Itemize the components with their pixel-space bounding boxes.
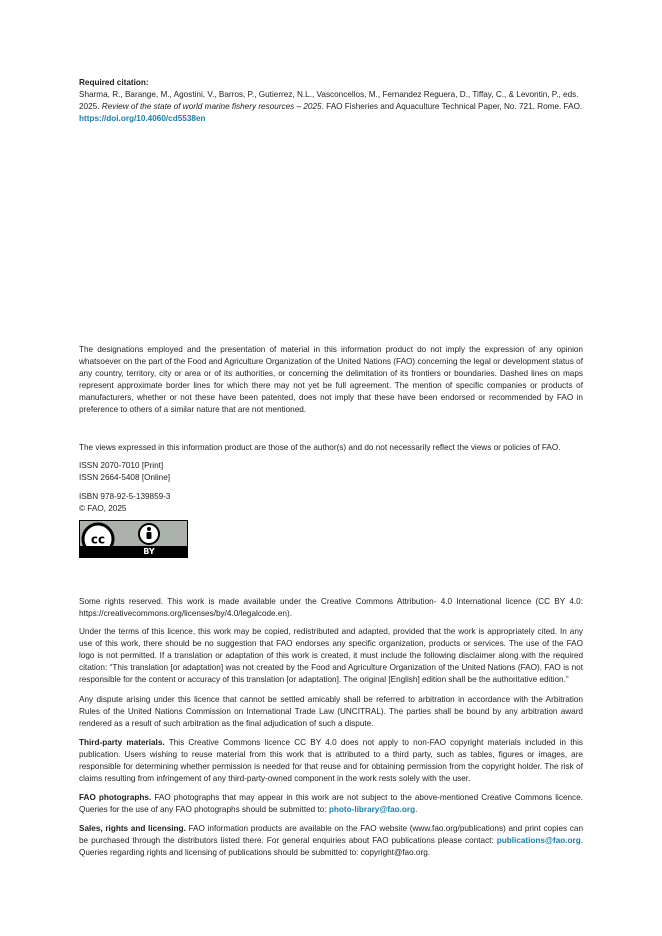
- issn-online: ISSN 2664-5408 [Online]: [79, 473, 171, 482]
- citation-heading: Required citation:: [79, 78, 149, 87]
- cc-by-license-badge: [79, 520, 188, 558]
- dispute-text: Any dispute arising under this licence that cannot be settled amicably shall be referred to arbitration in accordance with the Arbitration Rules of the United Nations Commission on International Trade Law (UNCITRAL). The parties shall be bound by any arbitration award rendered as a result of such arbitration as the final adjudication of such a dispute.: [79, 695, 583, 728]
- third-party-heading: Third-party materials.: [79, 738, 165, 747]
- sales-body: FAO information products are available on the FAO website (www.fao.org/publications) and print copies can be purchased through the distributors listed there. For general enquiries about FAO publications please contact:: [79, 824, 583, 845]
- copyright: © FAO, 2025: [79, 504, 127, 513]
- views-block: [79, 442, 583, 454]
- dispute-block: [79, 694, 583, 730]
- rights-text: Some rights reserved. This work is made available under the Creative Commons Attribution- 4.0 International licence (CC BY 4.0: https://creativecommons.org/licenses/by/4.0/legalcode.en).: [79, 597, 583, 618]
- doi-link[interactable]: https://doi.org/10.4060/cd5538en: [79, 114, 206, 123]
- terms-text: Under the terms of this licence, this work may be copied, redistributed and adapted, provided that the work is appropriately cited. In any use of this work, there should be no suggestion that FAO endorses any specific organization, products or services. The use of the FAO logo is not permitted. If a translation or adaptation of this work is created, it must include the following disclaimer along with the required citation: “This translation [or adaptation] was not created by the Food and Agriculture Organization of the United Nations (FAO). FAO is not responsible for the content or accuracy of this translation [or adaptation]. The original [English] edition shall be the authoritative edition.”: [79, 627, 583, 684]
- citation-text: [79, 89, 583, 125]
- sales-heading: Sales, rights and licensing.: [79, 824, 186, 833]
- citation-series: . FAO Fisheries and Aquaculture Technical Paper, No. 721. Rome. FAO.: [321, 102, 583, 111]
- photos-heading: FAO photographs.: [79, 793, 152, 802]
- disclaimer-block: [79, 344, 583, 416]
- isbn-block: [79, 491, 583, 515]
- photos-body: FAO photographs that may appear in this work are not subject to the above-mentioned Creative Commons licence. Queries for the use of any FAO photographs should be submitted to:: [79, 793, 583, 814]
- badge-bar: [80, 546, 187, 557]
- views-text: The views expressed in this information product are those of the author(s) and do not necessarily reflect the views or policies of FAO.: [79, 443, 561, 452]
- citation-authors: Sharma, R., Barange, M., Agostini, V., Barros, P., Gutierrez, N.L., Vasconcellos, M., Fernandez Reguera, D., Tiffay, C., & Levontin, P., eds. 2025.: [79, 90, 579, 111]
- photos-end: .: [415, 805, 418, 814]
- isbn: ISBN 978-92-5-139859-3: [79, 492, 171, 501]
- terms-block: [79, 626, 583, 686]
- issn-block: [79, 460, 583, 484]
- citation-block: [79, 77, 583, 125]
- third-party-text: [79, 737, 583, 785]
- third-party-block: [79, 737, 583, 785]
- sales-block: [79, 823, 583, 859]
- cc-glyph: cc: [90, 532, 106, 547]
- third-party-body: This Creative Commons licence CC BY 4.0 does not apply to non-FAO copyright materials included in this publication. Users wishing to reuse material from this work that is attributed to a third party, such as tables, figures or images, are responsible for determining whether permission is needed for that reuse and for obtaining permission from the copyright holder. The risk of claims resulting from infringement of any third-party-owned component in the work rests solely with the user.: [79, 738, 584, 783]
- photo-library-email-link[interactable]: photo-library@fao.org: [328, 805, 416, 814]
- sales-text: [79, 823, 583, 859]
- photos-block: [79, 792, 583, 816]
- publications-email-link[interactable]: publications@fao.org: [496, 836, 581, 845]
- disclaimer-text: The designations employed and the presentation of material in this information product do not imply the expression of any opinion whatsoever on the part of the Food and Agriculture Organization of the United Nations (FAO) concerning the legal or development status of any country, territory, city or area or of its authorities, or concerning the delimitation of its frontiers or boundaries. Dashed lines on maps represent approximate border lines for which there may not yet be full agreement. The mention of specific companies or products of manufacturers, whether or not these have been patented, does not imply that these have been endorsed or recommended by FAO in preference to others of a similar nature that are not mentioned.: [79, 345, 583, 414]
- rights-block: [79, 596, 583, 620]
- citation-title: Review of the state of world marine fishery resources – 2025: [101, 102, 322, 111]
- by-label: BY: [143, 547, 155, 556]
- issn-print: ISSN 2070-7010 [Print]: [79, 461, 164, 470]
- sales-end: . Queries regarding rights and licensing of publications should be submitted to: copyright@fao.org.: [79, 836, 583, 857]
- photos-text: [79, 792, 583, 816]
